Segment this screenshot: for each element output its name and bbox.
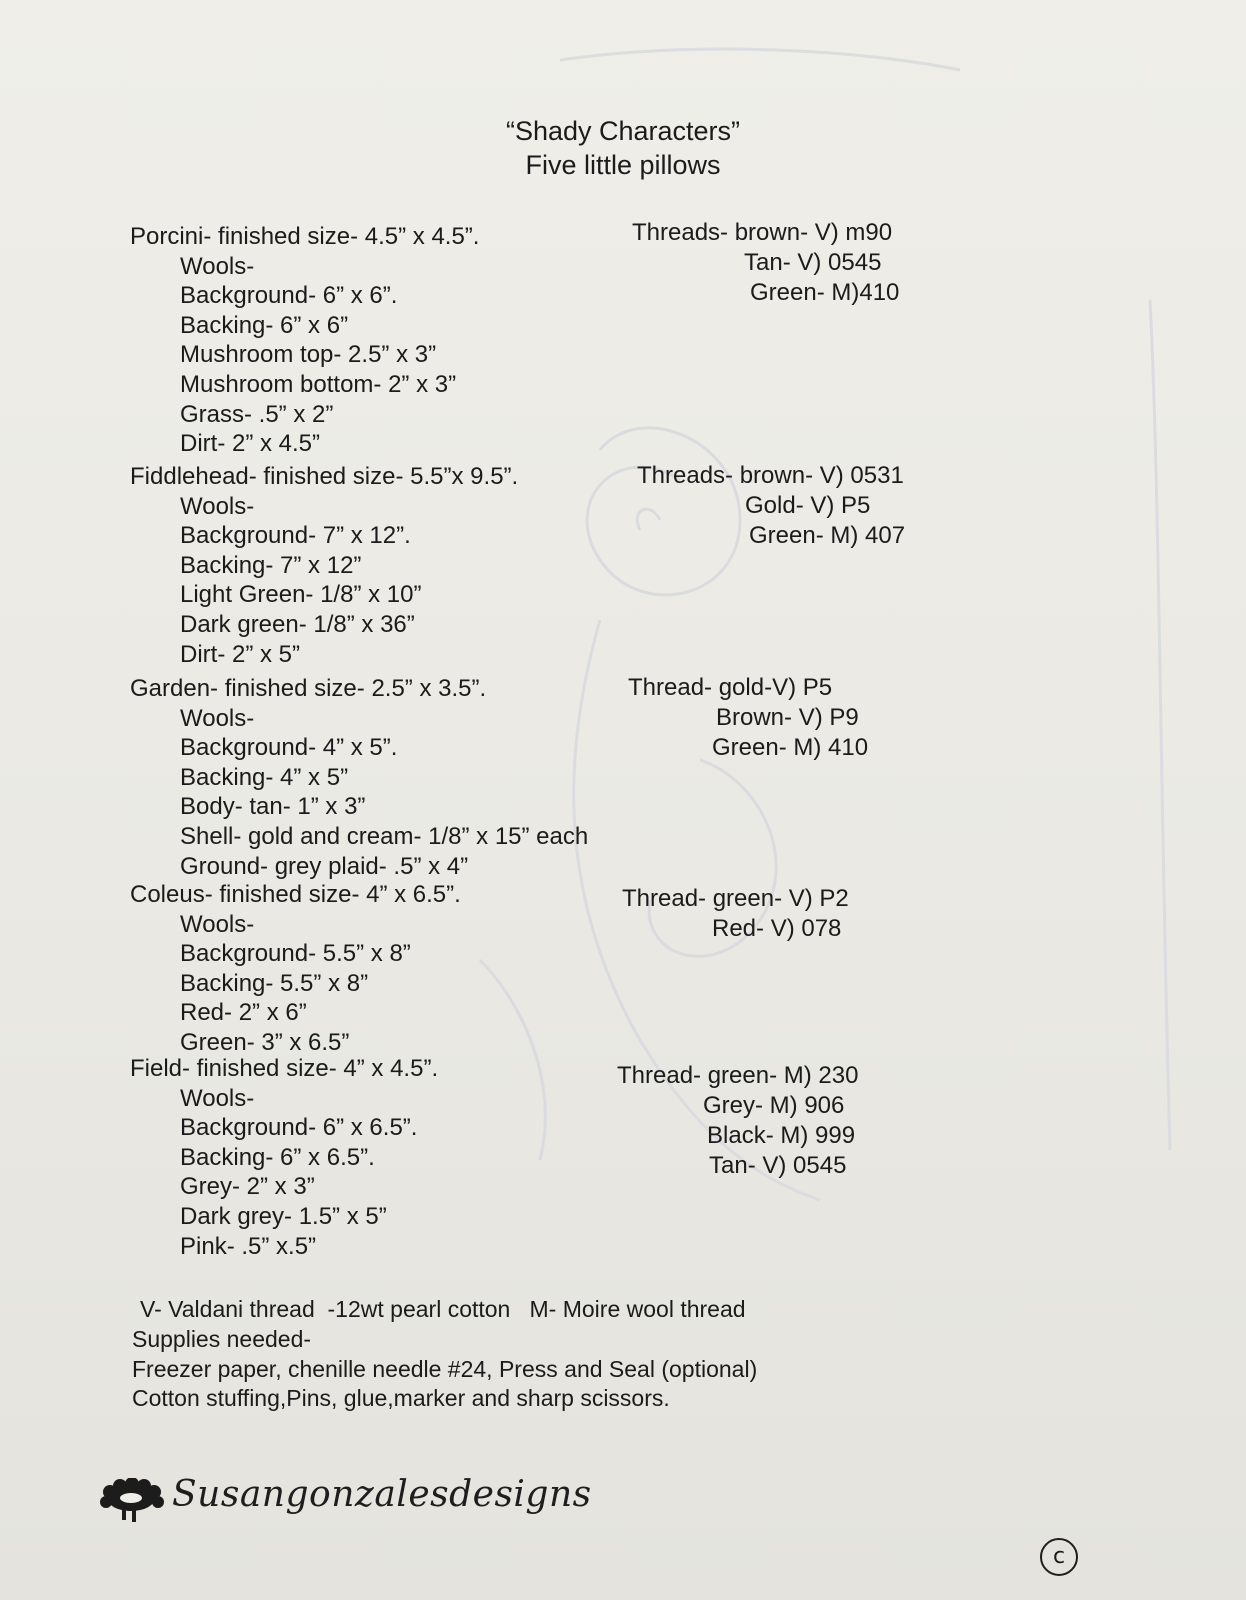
materials-item: Backing- 7” x 12”	[180, 551, 362, 579]
thread-legend: V- Valdani thread -12wt pearl cotton M- Moire wool thread	[140, 1296, 746, 1322]
materials-item: Green- 3” x 6.5”	[180, 1028, 350, 1056]
materials-item: Background- 6” x 6.5”.	[180, 1114, 418, 1142]
materials-item: Mushroom top- 2.5” x 3”	[180, 341, 437, 369]
thread-item: Thread- green- M) 230	[617, 1062, 859, 1089]
thread-item: Thread- gold-V) P5	[628, 674, 833, 701]
thread-item: Green- M)410	[750, 279, 900, 306]
threads-field	[617, 1061, 1037, 1181]
materials-item: Background- 5.5” x 8”	[180, 940, 411, 968]
document-title: “Shady Characters”	[505, 116, 741, 146]
copyright-mark: c	[1040, 1538, 1078, 1576]
designer-signature: Susangonzalesdesigns	[172, 1474, 592, 1515]
materials-item: Backing- 4” x 5”	[180, 763, 349, 791]
materials-item: Grey- 2” x 3”	[180, 1173, 315, 1201]
thread-item: Black- M) 999	[707, 1122, 856, 1149]
pillow-heading: Fiddlehead- finished size- 5.5”x 9.5”.	[130, 463, 519, 490]
thread-item: Tan- V) 0545	[709, 1152, 847, 1179]
materials-item: Dirt- 2” x 4.5”	[180, 430, 321, 458]
thread-item: Gold- V) P5	[745, 492, 871, 519]
materials-item: Body- tan- 1” x 3”	[180, 793, 366, 821]
thread-item: Green- M) 410	[712, 734, 869, 761]
materials-item: Backing- 5.5” x 8”	[180, 969, 369, 997]
materials-item: Light Green- 1/8” x 10”	[180, 581, 422, 609]
materials-item: Wools-	[180, 704, 255, 732]
supplies-line: Cotton stuffing,Pins, glue,marker and sharp scissors.	[132, 1385, 670, 1411]
materials-item: Dark green- 1/8” x 36”	[180, 610, 415, 638]
pillow-heading: Garden- finished size- 2.5” x 3.5”.	[130, 675, 487, 702]
materials-item: Backing- 6” x 6”	[180, 311, 349, 339]
materials-item: Background- 4” x 5”.	[180, 734, 398, 762]
pillow-heading: Field- finished size- 4” x 4.5”.	[130, 1055, 439, 1082]
materials-item: Dirt- 2” x 5”	[180, 640, 300, 668]
thread-item: Threads- brown- V) 0531	[637, 462, 904, 489]
materials-item: Wools-	[180, 492, 255, 520]
flower-icon	[98, 1478, 164, 1524]
thread-item: Brown- V) P9	[716, 704, 859, 731]
materials-item: Wools-	[180, 252, 255, 280]
supplies-block	[132, 1325, 1032, 1414]
materials-item: Pink- .5” x.5”	[180, 1232, 317, 1260]
threads-garden	[628, 673, 1048, 763]
threads-porcini	[632, 218, 1052, 308]
materials-item: Wools-	[180, 1084, 255, 1112]
thread-item: Red- V) 078	[712, 915, 842, 942]
materials-item: Dark grey- 1.5” x 5”	[180, 1202, 387, 1230]
document-subtitle: Five little pillows	[525, 150, 721, 180]
materials-item: Red- 2” x 6”	[180, 999, 307, 1027]
thread-item: Threads- brown- V) m90	[632, 219, 893, 246]
materials-item: Grass- .5” x 2”	[180, 400, 334, 428]
materials-item: Background- 7” x 12”.	[180, 522, 411, 550]
materials-item: Wools-	[180, 910, 255, 938]
threads-fiddlehead	[637, 461, 1057, 551]
thread-item: Tan- V) 0545	[744, 249, 882, 276]
materials-item: Ground- grey plaid- .5” x 4”	[180, 852, 469, 880]
materials-item: Shell- gold and cream- 1/8” x 15” each	[180, 822, 589, 850]
threads-coleus	[622, 884, 1042, 944]
thread-item: Green- M) 407	[749, 522, 906, 549]
thread-item: Thread- green- V) P2	[622, 885, 849, 912]
materials-item: Background- 6” x 6”.	[180, 282, 398, 310]
materials-item: Mushroom bottom- 2” x 3”	[180, 370, 457, 398]
pillow-heading: Porcini- finished size- 4.5” x 4.5”.	[130, 223, 480, 250]
supplies-line: Freezer paper, chenille needle #24, Press and Seal (optional)	[132, 1355, 758, 1382]
thread-item: Grey- M) 906	[703, 1092, 845, 1119]
pillow-heading: Coleus- finished size- 4” x 6.5”.	[130, 881, 461, 908]
supplies-heading: Supplies needed-	[132, 1326, 312, 1352]
materials-item: Backing- 6” x 6.5”.	[180, 1143, 375, 1171]
